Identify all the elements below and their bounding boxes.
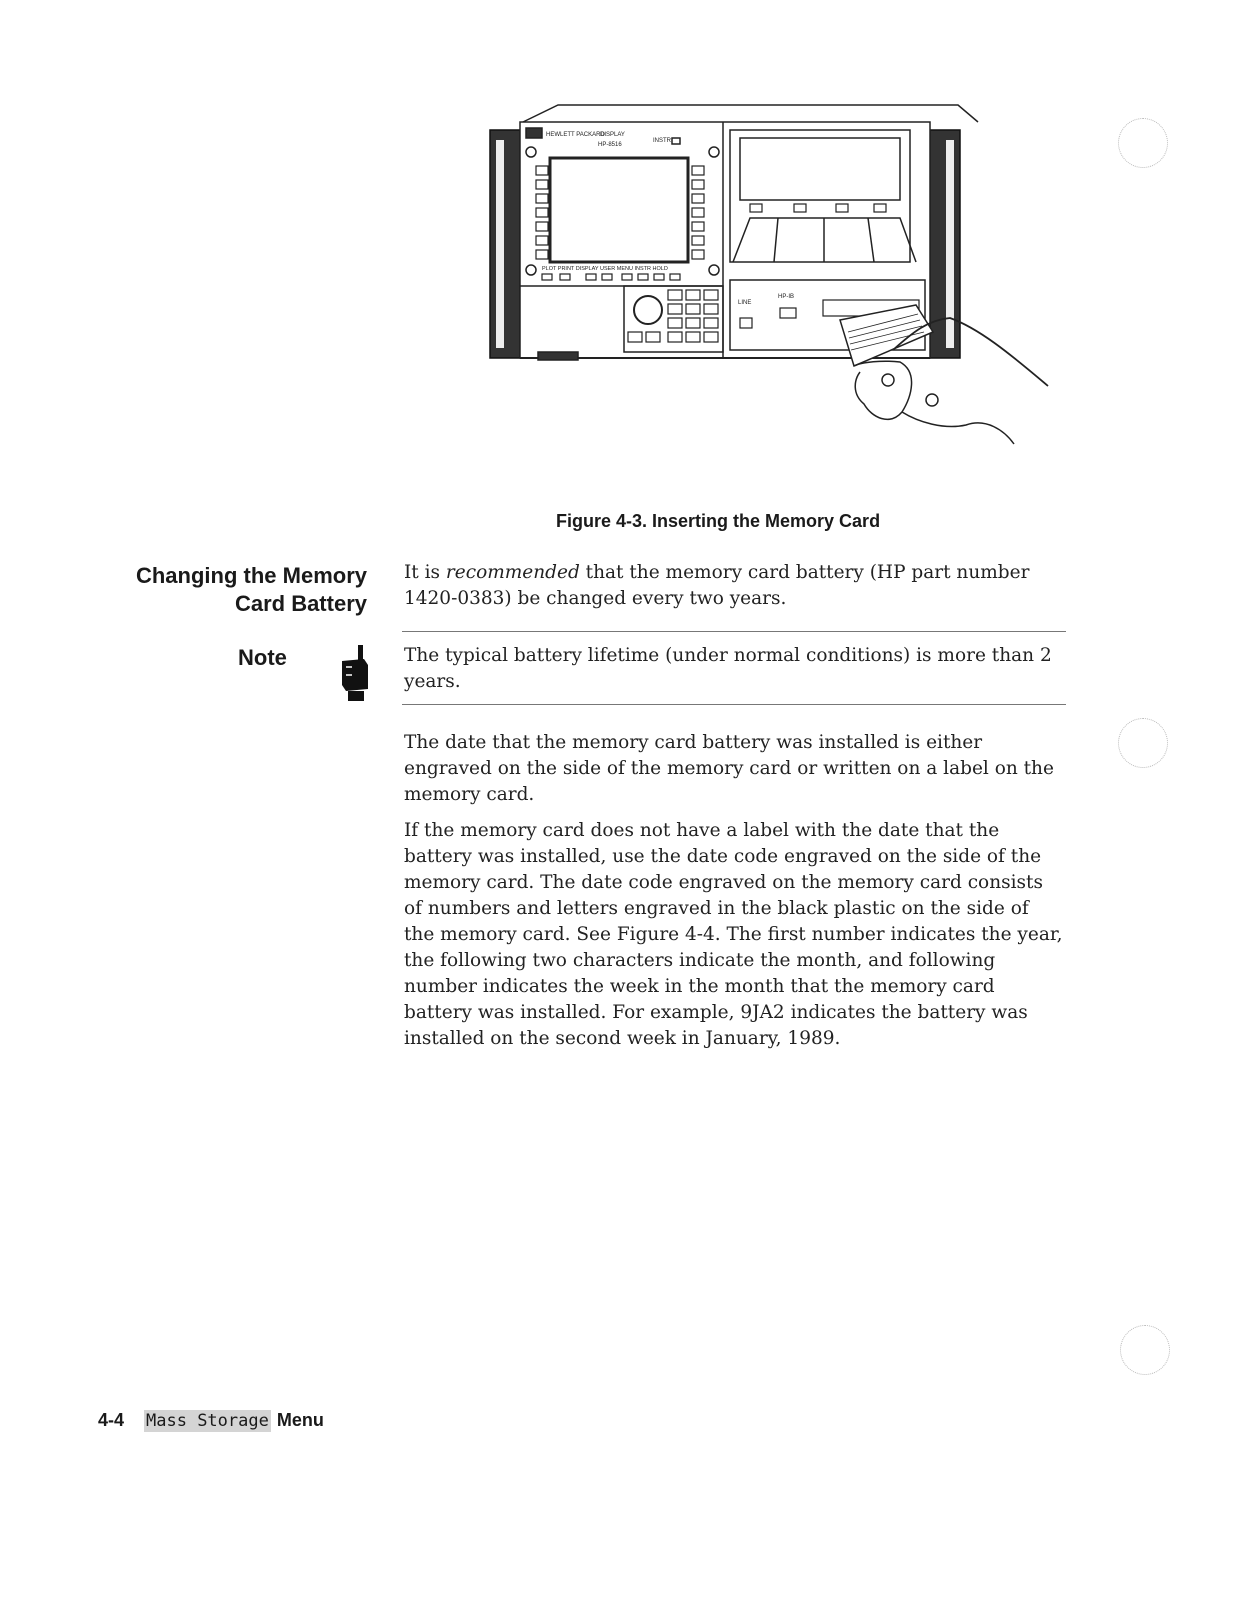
pointing-hand-icon (338, 645, 372, 701)
intro-emphasis: recommended (445, 562, 580, 583)
brand-text: HEWLETT PACKARD (546, 132, 605, 138)
intro-text-start: It is (404, 562, 446, 583)
section-heading-line1: Changing the Memory (135, 563, 367, 588)
binder-hole (1118, 718, 1168, 768)
note-text: The typical battery lifetime (under normal conditions) is more than 2 years. (404, 645, 1052, 692)
note-top-rule (402, 631, 1066, 632)
section-heading (136, 562, 367, 618)
page-footer (98, 1410, 324, 1431)
intro-paragraph (404, 560, 1064, 612)
section-heading-line2: Card Battery (234, 591, 367, 616)
body-paragraph: If the memory card does not have a label with the date that the battery was installed, use the date code engraved on the side of the memory card. The date code engraved on the memory card consists of numbers and letters engraved in the black plastic on the side of the memory card. See Figure 4-4. The first number indicates the year, the following two characters indicate the month, and following number indicates the week in the month that the memory card battery was installed. For example, 9JA2 indicates the battery was installed on the second week in January, 1989. (404, 820, 1063, 1049)
memory-card-illustration (488, 100, 1088, 450)
display-text: DISPLAY (600, 132, 625, 138)
note-label: Note (238, 645, 287, 670)
note-bottom-rule (402, 704, 1066, 705)
model-text: HP-8516 (598, 142, 622, 148)
binder-hole (1120, 1325, 1170, 1375)
footer-menu-word: Menu (276, 1410, 324, 1430)
softkey-labels: PLOT PRINT DISPLAY USER MENU INSTR HOLD (542, 266, 668, 272)
body-paragraph: The date that the memory card battery was installed is either engraved on the side of the memory card or written on a label on the memory card. (404, 732, 1054, 805)
figure-caption: Figure 4-3. Inserting the Memory Card (556, 511, 881, 531)
page-number: 4-4 (98, 1410, 125, 1430)
line-text: LINE (738, 300, 752, 306)
mass-storage-key-label: Mass Storage (146, 1411, 269, 1431)
intro-text-end: that the memory card battery (HP part number 1420-0383) be changed every two years. (404, 562, 1030, 609)
instr-text: INSTR (653, 138, 671, 144)
hpib-text: HP-IB (778, 294, 795, 300)
binder-hole (1118, 118, 1168, 168)
